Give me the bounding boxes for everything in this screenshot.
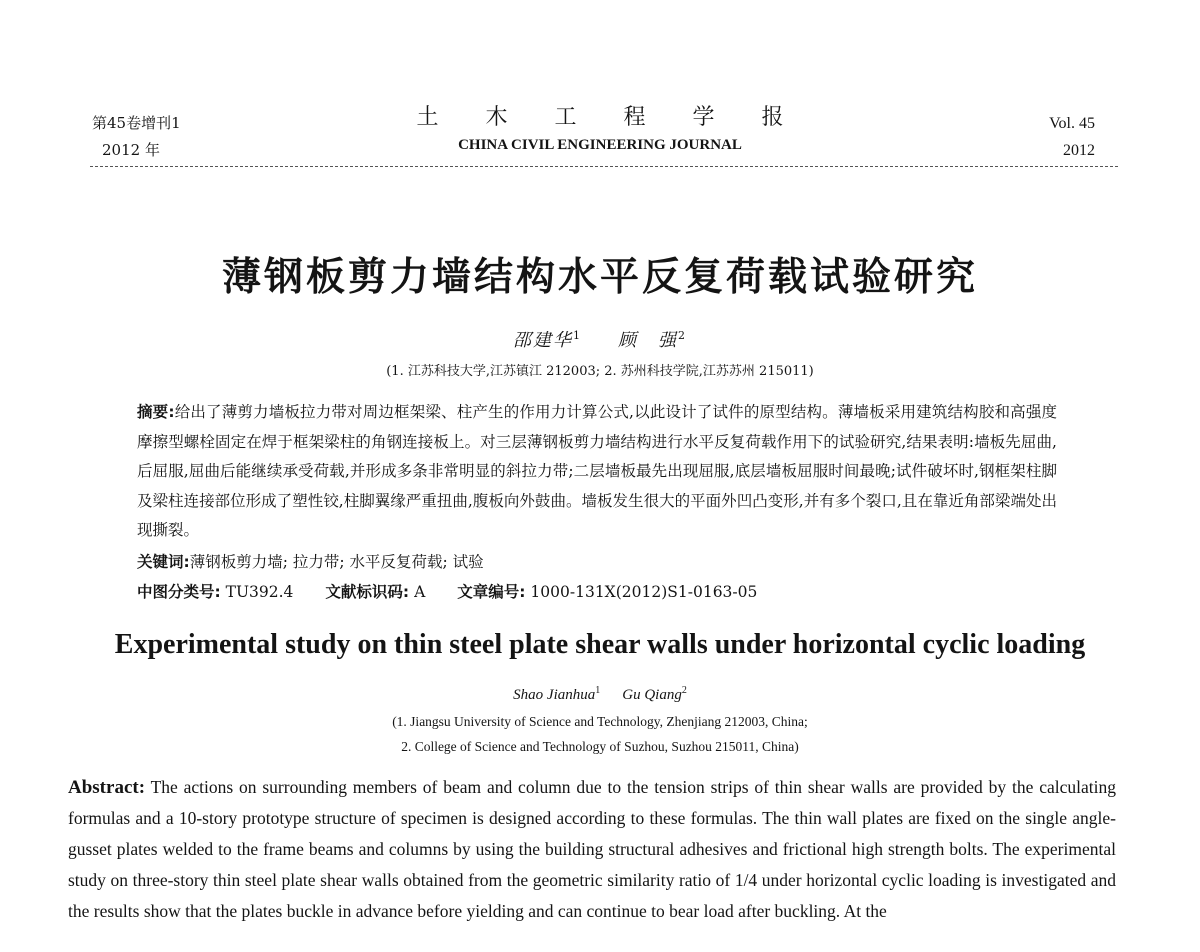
abstract-cn-text: 给出了薄剪力墙板拉力带对周边框架梁、柱产生的作用力计算公式,以此设计了试件的原型结构。薄墙板采用建筑结构胶和高强度摩擦型螺栓固定在焊于框架梁柱的角钢连接板上。对三层薄钢板剪力墙结构进行水平反复荷载作用下的试验研究,结果表明:墙板先屈曲,后屈服,屈曲后能继续承受荷载,并形成多条非常明显的斜拉力带;二层墙板最先出现屈服,底层墙板屈服时间最晚;试件破坏时,钢框架柱脚及梁柱连接部位形成了塑性铰,柱脚翼缘严重扭曲,腹板向外鼓曲。墙板发生很大的平面外凹凸变形,并有多个裂口,且在靠近角部梁端处出现撕裂。 [137, 403, 1058, 539]
author-2-cn: 顾 强 [618, 330, 678, 351]
journal-name-en: CHINA CIVIL ENGINEERING JOURNAL [458, 137, 742, 153]
abstract-en-text: The actions on surrounding members of beam and column due to the tension strips of thin shear walls are provided by the calculating formulas and a 10-story prototype structure of specimen is designed according to these formulas. The thin wall plates are fixed on the single angle-gusset plates welded to the frame beams and columns by using the building structural adhesives and frictional high strength bolts. The experimental study on three-story thin steel plate shear walls obtained from the geometric similarity ratio of 1/4 under horizontal cyclic loading is investigated and the results show that the plates buckle in advance before yielding and can continue to bear load after buckling. At the [68, 777, 1116, 921]
doc-code-value: A [414, 583, 426, 601]
article-number-label: 文章编号: [457, 583, 526, 601]
year-cn: 2012 年 [102, 141, 160, 159]
paper-title-en: Experimental study on thin steel plate shear walls under horizontal cyclic loading [114, 629, 1086, 660]
author-1-en-affil-mark: 1 [595, 685, 601, 696]
volume-number-en: Vol. 45 [1049, 115, 1095, 132]
author-2-affil-mark: 2 [678, 329, 687, 342]
abstract-en [68, 772, 1116, 927]
author-2-en: Gu Qiang [622, 687, 682, 703]
author-2-en-affil-mark: 2 [681, 685, 687, 696]
affiliation-en-line-2: 2. College of Science and Technology of Suzhou, Suzhou 215011, China) [401, 739, 799, 754]
author-1-cn: 邵建华 [513, 330, 573, 351]
abstract-cn-label: 摘要: [137, 403, 175, 421]
volume-number-cn: 第45卷增刊1 [92, 114, 181, 132]
header-volume-info-en [1049, 110, 1095, 164]
year-en: 2012 [1063, 142, 1095, 159]
paper-title-cn: 薄钢板剪力墙结构水平反复荷载试验研究 [221, 255, 978, 300]
abstract-cn [137, 398, 1057, 546]
clc-label: 中图分类号: [137, 583, 221, 601]
header-divider [90, 166, 1118, 167]
affiliation-cn: (1. 江苏科技大学,江苏镇江 212003; 2. 苏州科技学院,江苏苏州 215011) [386, 364, 814, 379]
authors-cn [0, 326, 1200, 352]
keywords-cn-text: 薄钢板剪力墙; 拉力带; 水平反复荷载; 试验 [189, 553, 484, 571]
journal-masthead [0, 103, 1200, 157]
affiliation-en [0, 709, 1200, 759]
author-1-en: Shao Jianhua [513, 687, 596, 703]
author-1-affil-mark: 1 [573, 329, 582, 342]
keywords-cn [137, 548, 484, 576]
doc-code-label: 文献标识码: [325, 583, 410, 601]
abstract-en-label: Abstract: [68, 777, 146, 798]
journal-name-cn: 土 木 工 程 学 报 [416, 105, 804, 130]
classification-line [137, 578, 757, 606]
keywords-cn-label: 关键词: [137, 553, 190, 571]
affiliation-en-line-1: (1. Jiangsu University of Science and Technology, Zhenjiang 212003, China; [392, 714, 808, 729]
authors-en [0, 685, 1200, 704]
clc-value: TU392.4 [225, 583, 294, 601]
article-number-value: 1000-131X(2012)S1-0163-05 [530, 583, 758, 601]
